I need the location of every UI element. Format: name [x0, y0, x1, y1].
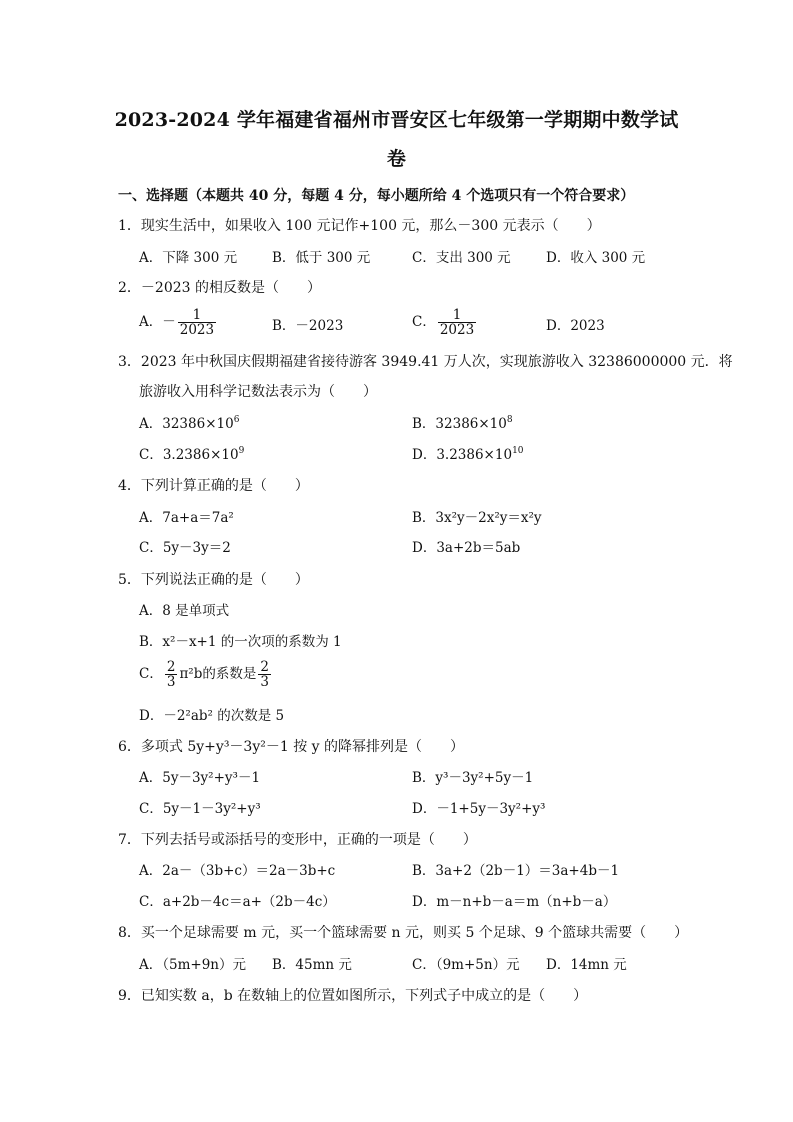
exponent: 9: [238, 446, 245, 456]
question-8-option-c: C．（9m+5n）元: [412, 957, 520, 973]
fraction-denominator: 3: [166, 674, 176, 690]
question-5-stem: 5．下列说法正确的是（ ）: [118, 572, 309, 588]
question-1-option-c: C．支出 300 元: [412, 250, 511, 266]
fraction-denominator: 2023: [439, 322, 475, 338]
question-4-option-b: B．3x²y－2x²y＝x²y: [412, 510, 542, 526]
question-2-stem: 2．－2023 的相反数是（ ）: [118, 280, 321, 296]
question-8-option-b: B．45mn 元: [272, 957, 352, 973]
question-4-option-d: D．3a+2b＝5ab: [412, 540, 521, 556]
question-1-option-d: D．收入 300 元: [546, 250, 646, 266]
question-3-stem-line1: 3．2023 年中秋国庆假期福建省接待游客 3949.41 万人次，实现旅游收入 32386000000 元．将: [118, 354, 733, 370]
fraction-denominator: 2023: [179, 322, 215, 338]
option-base: D．3.2386×10: [412, 447, 513, 463]
question-3-option-b: [412, 414, 513, 434]
fraction-numerator: 2: [260, 659, 269, 675]
exponent: 6: [233, 415, 240, 425]
question-5-option-c: [139, 660, 273, 689]
fraction-numerator: 1: [178, 308, 216, 323]
question-8-stem: 8．买一个足球需要 m 元，买一个篮球需要 n 元，则买 5 个足球、9 个篮球共需要（ ）: [118, 925, 689, 941]
option-base: B．32386×10: [412, 416, 507, 432]
question-1-option-b: B．低于 300 元: [272, 250, 371, 266]
fraction-numerator: 1: [438, 308, 476, 323]
question-3-option-c: [139, 445, 244, 465]
question-2-option-d: D．2023: [546, 318, 605, 334]
question-2-option-c: [412, 308, 478, 337]
option-c-prefix: C．: [139, 666, 163, 682]
question-8-option-d: D．14mn 元: [546, 957, 627, 973]
question-6-option-c: C．5y－1－3y²+y³: [139, 801, 261, 817]
question-7-option-d: D．m－n+b－a＝m（n+b－a）: [412, 894, 617, 910]
option-base: C．3.2386×10: [139, 447, 239, 463]
fraction-numerator: 2: [166, 659, 176, 675]
question-7-option-a: A．2a－（3b+c）＝2a－3b+c: [139, 863, 336, 879]
question-6-stem: 6．多项式 5y+y³－3y²－1 按 y 的降幂排列是（ ）: [118, 739, 465, 755]
question-5-option-d: D．－2²ab² 的次数是 5: [139, 708, 285, 724]
question-2-option-a: [139, 308, 218, 337]
question-4-option-a: A．7a+a＝7a²: [139, 510, 234, 526]
option-base: A．32386×10: [139, 416, 234, 432]
question-6-option-a: A．5y－3y²+y³－1: [139, 770, 261, 786]
question-4-option-c: C．5y－3y＝2: [139, 540, 231, 556]
exam-title-line1: 2023-2024 学年福建省福州市晋安区七年级第一学期期中数学试: [114, 109, 679, 131]
fraction: [165, 660, 178, 689]
fraction: [178, 308, 216, 337]
question-8-option-a: A．（5m+9n）元: [139, 957, 246, 973]
question-9-stem: 9．已知实数 a，b 在数轴上的位置如图所示，下列式子中成立的是（ ）: [118, 988, 588, 1004]
option-c-middle: π²b的系数是: [179, 666, 257, 682]
question-3-stem-line2: 旅游收入用科学记数法表示为（ ）: [139, 384, 377, 400]
fraction-denominator: 3: [260, 674, 269, 690]
question-3-option-d: [412, 445, 524, 465]
exponent: 8: [506, 415, 513, 425]
question-7-stem: 7．下列去括号或添括号的变形中，正确的一项是（ ）: [118, 832, 477, 848]
question-4-stem: 4．下列计算正确的是（ ）: [118, 478, 309, 494]
option-a-prefix: A．－: [139, 314, 176, 330]
fraction: [258, 660, 271, 689]
question-7-option-b: B．3a+2（2b－1）＝3a+4b－1: [412, 863, 620, 879]
question-1-stem: 1．现实生活中，如果收入 100 元记作+100 元，那么－300 元表示（ ）: [118, 218, 601, 234]
question-7-option-c: C．a+2b－4c＝a+（2b－4c）: [139, 894, 336, 910]
question-3-option-a: [139, 414, 239, 434]
question-5-option-b: B．x²－x+1 的一次项的系数为 1: [139, 634, 342, 650]
option-c-prefix: C．: [412, 314, 436, 330]
question-6-option-d: D．－1+5y－3y²+y³: [412, 801, 546, 817]
exponent: 10: [512, 446, 524, 456]
question-6-option-b: B．y³－3y²+5y－1: [412, 770, 534, 786]
question-2-option-b: B．－2023: [272, 318, 344, 334]
section-heading: 一、选择题（本题共 40 分，每题 4 分，每小题所给 4 个选项只有一个符合要求）: [118, 188, 635, 204]
question-5-option-a: A．8 是单项式: [139, 603, 230, 619]
fraction: [438, 308, 476, 337]
question-1-option-a: A．下降 300 元: [139, 250, 238, 266]
exam-title-line2: 卷: [386, 148, 407, 170]
